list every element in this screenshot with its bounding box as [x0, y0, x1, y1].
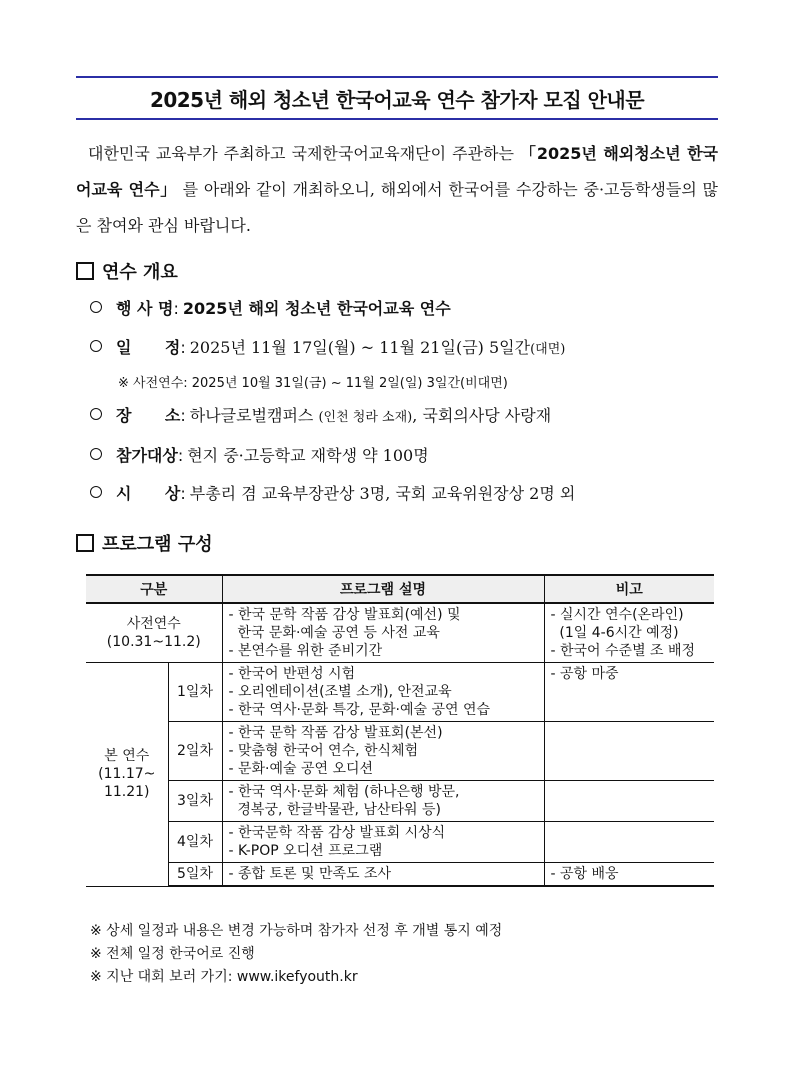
day-note-cell	[544, 781, 714, 822]
circle-bullet-icon	[90, 448, 102, 460]
table-header-row	[86, 575, 714, 603]
table-row	[86, 603, 714, 663]
day-desc-cell	[222, 663, 544, 722]
program-heading-text: 프로그램 구성	[102, 534, 213, 555]
table-row	[86, 663, 714, 722]
table-row	[86, 722, 714, 781]
circle-bullet-icon	[90, 301, 102, 313]
desc-line: - 본연수를 위한 준비기간	[228, 643, 383, 659]
day-desc-cell	[222, 722, 544, 781]
overview-name: 행 사 명 : 2025년 해외 청소년 한국어교육 연수	[90, 296, 451, 319]
intro-highlight: 「2025년 해외청소년 한국어교육 연수」	[76, 144, 719, 199]
date-value: 2025년 11월 17일(월) ~ 11월 21일(금) 5일간	[189, 338, 531, 357]
circle-bullet-icon	[90, 408, 102, 420]
desc-line: - 종합 토론 및 만족도 조사	[228, 866, 392, 882]
table-row	[86, 822, 714, 863]
overview-award: 시 상 : 부총리 겸 교육부장관상 3명, 국회 교육위원장상 2명 외	[90, 481, 575, 504]
pre-training-note: ※ 사전연수: 2025년 10월 31일(금) ~ 11월 2일(일) 3일간(비대면)	[118, 376, 508, 391]
pre-label: 사전연수	[126, 616, 181, 632]
desc-line: - 한국어 반편성 시험	[228, 666, 356, 682]
footnote: ※ 상세 일정과 내용은 변경 가능하며 참가자 선정 후 개별 통지 예정	[90, 923, 503, 939]
note-line: - 실시간 연수(온라인)	[550, 607, 684, 623]
award-value: 부총리 겸 교육부장관상 3명, 국회 교육위원장상 2명 외	[189, 484, 576, 503]
pre-note-cell	[544, 603, 714, 663]
note-line: (1일 4-6시간 예정)	[550, 625, 679, 641]
intro-part2: 를 아래와 같이 개최하오니, 해외에서 한국어를 수강하는 중·고등학생들의 많은 참여와 관심 바랍니다.	[76, 180, 719, 235]
day-desc-cell	[222, 863, 544, 887]
day-note-cell	[544, 822, 714, 863]
title-top-rule	[76, 76, 718, 78]
page-title: 2025년 해외 청소년 한국어교육 연수 참가자 모집 안내문	[149, 88, 645, 112]
checkbox-square-icon	[76, 534, 94, 552]
desc-line: 경복궁, 한글박물관, 남산타워 등)	[228, 802, 441, 818]
target-label: 참가대상	[116, 446, 178, 465]
day-desc-cell	[222, 781, 544, 822]
pre-training-cell	[86, 603, 222, 663]
desc-line: - 문화·예술 공연 오디션	[228, 761, 374, 777]
overview-date: 일 정 : 2025년 11월 17일(월) ~ 11월 21일(금) 5일간(대면)	[90, 335, 565, 358]
footnote-link: ※ 지난 대회 보러 가기: www.ikefyouth.kr	[90, 969, 358, 985]
main-label: 본 연수	[104, 748, 150, 765]
program-table	[86, 574, 714, 887]
desc-line: - 한국 문학 작품 감상 발표회(본선)	[228, 725, 443, 741]
title-bottom-rule	[76, 118, 718, 120]
intro-part1: 대한민국 교육부가 주최하고 국제한국어교육재단이 주관하는	[88, 144, 514, 163]
footnotes	[90, 920, 502, 989]
header-category: 구분	[86, 575, 222, 603]
day-desc-cell	[222, 822, 544, 863]
overview-place: 장 소 : 하나글로벌캠퍼스 (인천 청라 소재), 국회의사당 사랑재	[90, 403, 551, 426]
desc-line: - 한국 역사·문화 체험 (하나은행 방문,	[228, 784, 460, 800]
header-remarks: 비고	[544, 575, 714, 603]
table-row	[86, 863, 714, 887]
desc-line: - 한국 문학 작품 감상 발표회(예선) 및	[228, 607, 461, 623]
title-block	[76, 76, 718, 120]
desc-line: - 맞춤형 한국어 연수, 한식체험	[228, 743, 419, 759]
day-cell: 3일차	[168, 781, 222, 822]
day-cell: 5일차	[168, 863, 222, 887]
date-label: 일 정	[116, 338, 181, 357]
overview-target: 참가대상 : 현지 중·고등학교 재학생 약 100명	[90, 443, 429, 466]
day-cell: 4일차	[168, 822, 222, 863]
desc-line: - K-POP 오디션 프로그램	[228, 843, 383, 859]
place-label: 장 소	[116, 406, 181, 425]
name-value: 2025년 해외 청소년 한국어교육 연수	[182, 299, 451, 318]
program-heading	[76, 530, 213, 556]
place-value-1: 하나글로벌캠퍼스	[189, 406, 314, 425]
table-row	[86, 781, 714, 822]
main-dates-start: (11.17~	[98, 766, 156, 783]
day-cell: 1일차	[168, 663, 222, 722]
target-value: 현지 중·고등학교 재학생 약 100명	[187, 446, 429, 465]
circle-bullet-icon	[90, 340, 102, 352]
desc-line: - 한국 역사·문화 특강, 문화·예술 공연 연습	[228, 702, 490, 718]
day-note-cell	[544, 722, 714, 781]
header-description: 프로그램 설명	[222, 575, 544, 603]
desc-line: - 한국문학 작품 감상 발표회 시상식	[228, 825, 446, 841]
day-cell: 2일차	[168, 722, 222, 781]
circle-bullet-icon	[90, 486, 102, 498]
place-value-2: (인천 청라 소재)	[318, 410, 413, 425]
note-line: - 한국어 수준별 조 배정	[550, 643, 696, 659]
name-label: 행 사 명	[116, 299, 174, 318]
desc-line: 한국 문화·예술 공연 등 사전 교육	[228, 625, 440, 641]
award-label: 시 상	[116, 484, 181, 503]
day-note-cell: - 공항 마중	[544, 663, 714, 722]
day-note-cell: - 공항 배웅	[544, 863, 714, 887]
date-suffix: (대면)	[530, 342, 566, 357]
pre-dates: (10.31~11.2)	[106, 634, 201, 650]
checkbox-square-icon	[76, 262, 94, 280]
overview-heading-text: 연수 개요	[102, 262, 178, 283]
pre-desc-cell	[222, 603, 544, 663]
main-dates-end: 11.21)	[103, 784, 150, 801]
overview-heading	[76, 258, 178, 284]
place-value-3: , 국회의사당 사랑재	[412, 406, 552, 425]
main-training-cell	[86, 663, 168, 887]
desc-line: - 오리엔테이션(조별 소개), 안전교육	[228, 684, 452, 700]
intro-paragraph	[76, 136, 718, 244]
footnote: ※ 전체 일정 한국어로 진행	[90, 946, 255, 962]
